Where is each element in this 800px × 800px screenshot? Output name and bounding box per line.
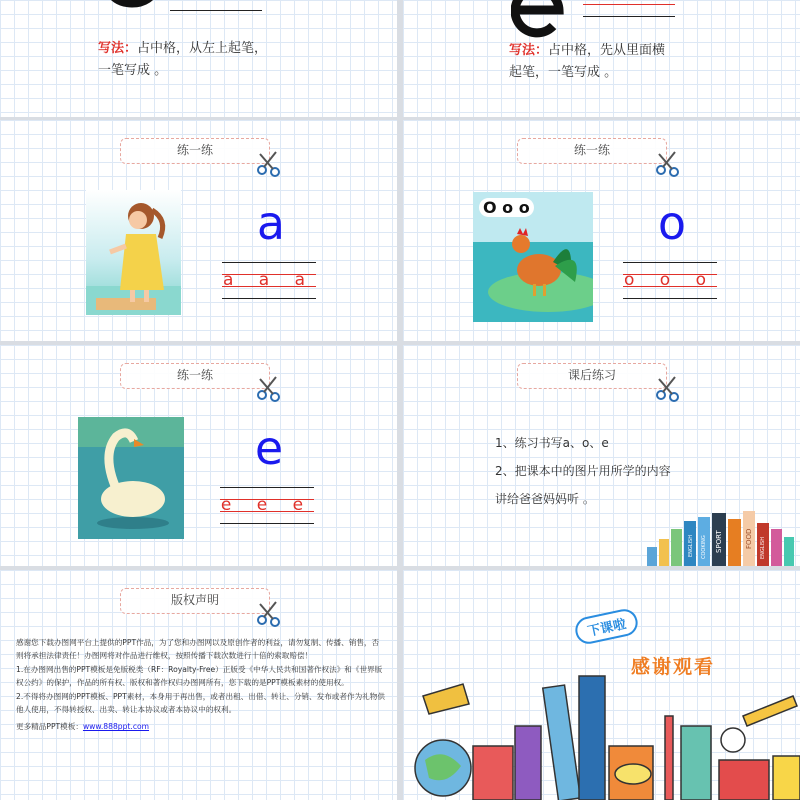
method-text: 起笔，一笔写成 。 xyxy=(509,65,618,80)
method-label: 写法： xyxy=(509,43,549,58)
writing-lines xyxy=(220,487,314,527)
slide-write-a[interactable] xyxy=(0,0,397,117)
slide-practice-a[interactable] xyxy=(0,120,397,341)
more-label: 更多精品PPT模板： xyxy=(16,722,83,732)
thanks-title: 感谢观看 xyxy=(631,656,716,678)
book-spine-label: FOOD xyxy=(745,528,753,549)
goose-illustration xyxy=(78,417,184,539)
books-illustration xyxy=(647,509,797,566)
homework-item: 2、把课本中的图片用所学的内容 xyxy=(495,464,671,478)
slide-write-e[interactable] xyxy=(403,0,800,117)
homework-item: 讲给爸爸妈妈听 。 xyxy=(495,492,595,506)
school-supplies-illustration xyxy=(403,656,800,800)
letter-e-glyph xyxy=(511,0,571,38)
girl-illustration xyxy=(86,190,181,315)
method-text: 一笔写成 。 xyxy=(98,63,168,78)
scissors-icon xyxy=(254,598,284,628)
letter-a-glyph xyxy=(104,0,164,24)
slide-practice-e[interactable] xyxy=(0,345,397,566)
speech-bubble: O o o xyxy=(479,198,534,217)
scissors-icon xyxy=(653,373,683,403)
big-letter: o xyxy=(657,196,687,250)
slide-title: 练一练 xyxy=(120,138,270,164)
scissors-icon xyxy=(254,148,284,178)
book-spine-label: SPORT xyxy=(715,530,723,553)
slide-practice-o[interactable] xyxy=(403,120,800,341)
writing-method xyxy=(98,38,267,82)
book-spine-label: ENGLISH xyxy=(688,535,694,557)
copyright-paragraph: 感谢您下载办图网平台上提供的PPT作品，为了您和办图网以及原创作者的利益，请勿复制、传播、销售，否则将承担法律责任！办图网将对作品进行维权，按照传播下载次数进行十倍的索取赔偿！ xyxy=(16,638,380,661)
slide-title: 练一练 xyxy=(120,363,270,389)
method-text: 占中格，先从里面横 xyxy=(548,43,666,58)
scissors-icon xyxy=(653,148,683,178)
slide-title: 练一练 xyxy=(517,138,667,164)
scissors-icon xyxy=(254,373,284,403)
slide-homework[interactable] xyxy=(403,345,800,566)
method-text: 占中格，从左上起笔， xyxy=(137,41,268,56)
writing-lines xyxy=(583,0,675,20)
class-over-badge: 下课啦 xyxy=(573,607,640,647)
practice-letters: o o o xyxy=(623,270,716,290)
slide-thanks[interactable] xyxy=(403,570,800,800)
method-label: 写法： xyxy=(98,41,138,56)
copyright-text xyxy=(16,636,386,734)
big-letter: a xyxy=(256,196,286,250)
book-spine-label: ENGLISH xyxy=(760,537,766,559)
slide-title: 课后练习 xyxy=(517,363,667,389)
writing-line xyxy=(170,10,262,11)
writing-method xyxy=(509,40,665,84)
writing-lines xyxy=(222,262,316,302)
big-letter: e xyxy=(254,421,284,475)
slide-title: 版权声明 xyxy=(120,588,270,614)
slide-copyright[interactable] xyxy=(0,570,397,800)
website-link[interactable]: www.888ppt.com xyxy=(82,722,150,732)
homework-list xyxy=(495,429,671,513)
homework-item: 1、练习书写a、o、e xyxy=(495,436,609,450)
practice-letters: a a a xyxy=(222,270,316,290)
more-templates xyxy=(16,720,386,733)
book-spine-label: COOKING xyxy=(701,535,707,559)
copyright-paragraph: 1.在办图网出售的PPT模板是免版税类（RF：Royalty-Free）正版受《中华人民共和国著作权法》和《世界版权公约》的保护，作品的所有权、版权和著作权归办图网所有，您下载的是PPT模板素材的使用权。 xyxy=(16,664,383,688)
writing-lines xyxy=(623,262,717,302)
practice-letters: e e e xyxy=(220,495,314,515)
copyright-paragraph: 2.不得将办图网的PPT模板、PPT素材，本身用于再出售，或者出租、出借、转让、分销、发布或者作为礼物供他人使用，不得转授权、出卖、转让本协议或者本协议中的权利。 xyxy=(16,691,385,715)
